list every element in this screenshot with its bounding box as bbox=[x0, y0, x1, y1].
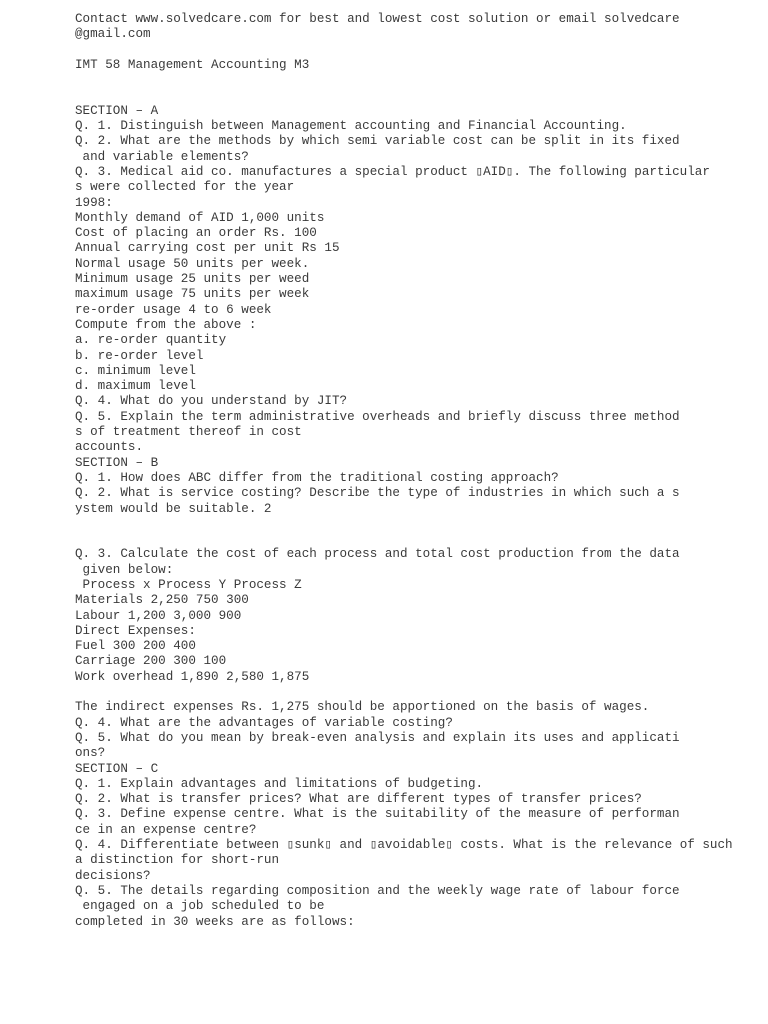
data-line: Compute from the above : bbox=[75, 317, 257, 332]
question-line: Q. 3. Medical aid co. manufactures a special product ▯AID▯. The following particular bbox=[75, 164, 710, 179]
question-line: engaged on a job scheduled to be bbox=[75, 899, 325, 914]
list-item: a. re-order quantity bbox=[75, 333, 227, 348]
table-row-line: Fuel 300 200 400 bbox=[75, 639, 196, 654]
data-line: Normal usage 50 units per week. bbox=[75, 256, 310, 271]
blank-line bbox=[75, 685, 745, 700]
question-line: ce in an expense centre? bbox=[75, 822, 257, 837]
question-line: The indirect expenses Rs. 1,275 should be apportioned on the basis of wages. bbox=[75, 700, 650, 715]
table-header-line: Process x Process Y Process Z bbox=[75, 577, 302, 592]
table-row-line: Materials 2,250 750 300 bbox=[75, 593, 249, 608]
question-line: s were collected for the year bbox=[75, 180, 295, 195]
question-line: accounts. bbox=[75, 440, 144, 455]
question-line: 1998: bbox=[75, 195, 113, 210]
question-line: Q. 4. What do you understand by JIT? bbox=[75, 394, 348, 409]
question-line: a distinction for short-run bbox=[75, 853, 280, 868]
question-line: Q. 5. What do you mean by break-even analysis and explain its uses and applicati bbox=[75, 730, 680, 745]
section-heading: SECTION – B bbox=[75, 455, 159, 470]
table-row-line: Carriage 200 300 100 bbox=[75, 654, 227, 669]
table-row-line: Labour 1,200 3,000 900 bbox=[75, 608, 242, 623]
blank-line bbox=[75, 43, 745, 58]
question-line: completed in 30 weeks are as follows: bbox=[75, 914, 355, 929]
question-line: Q. 5. The details regarding composition and the weekly wage rate of labour force bbox=[75, 883, 680, 898]
data-line: Annual carrying cost per unit Rs 15 bbox=[75, 241, 340, 256]
document-title: IMT 58 Management Accounting M3 bbox=[75, 57, 310, 72]
question-line: Q. 4. What are the advantages of variable costing? bbox=[75, 715, 453, 730]
document-body bbox=[75, 12, 745, 930]
contact-line: Contact www.solvedcare.com for best and lowest cost solution or email solvedcare bbox=[75, 12, 680, 26]
data-line: Cost of placing an order Rs. 100 bbox=[75, 226, 317, 241]
question-line: Q. 2. What is transfer prices? What are different types of transfer prices? bbox=[75, 792, 642, 807]
blank-line bbox=[75, 73, 745, 88]
list-item: b. re-order level bbox=[75, 348, 204, 363]
question-line: Q. 2. What are the methods by which semi variable cost can be split in its fixed bbox=[75, 134, 680, 149]
data-line: re-order usage 4 to 6 week bbox=[75, 302, 272, 317]
table-row-line: Work overhead 1,890 2,580 1,875 bbox=[75, 669, 310, 684]
list-item: c. minimum level bbox=[75, 363, 196, 378]
question-line: Q. 5. Explain the term administrative overheads and briefly discuss three method bbox=[75, 409, 680, 424]
question-line: Q. 1. Explain advantages and limitations of budgeting. bbox=[75, 776, 484, 791]
table-row-line: Direct Expenses: bbox=[75, 623, 196, 638]
data-line: Minimum usage 25 units per weed bbox=[75, 272, 310, 287]
contact-line: @gmail.com bbox=[75, 27, 151, 42]
question-line: ons? bbox=[75, 746, 106, 761]
section-heading: SECTION – C bbox=[75, 761, 159, 776]
list-item: d. maximum level bbox=[75, 379, 196, 394]
data-line: Monthly demand of AID 1,000 units bbox=[75, 210, 325, 225]
question-line: s of treatment thereof in cost bbox=[75, 425, 302, 440]
question-line: ystem would be suitable. 2 bbox=[75, 501, 272, 516]
question-line: Q. 4. Differentiate between ▯sunk▯ and ▯avoidable▯ costs. What is the relevance of such bbox=[75, 838, 733, 853]
question-line: Q. 3. Calculate the cost of each process and total cost production from the data bbox=[75, 547, 680, 562]
question-line: Q. 1. Distinguish between Management accounting and Financial Accounting. bbox=[75, 119, 627, 134]
question-line: and variable elements? bbox=[75, 149, 249, 164]
question-line: Q. 3. Define expense centre. What is the suitability of the measure of performan bbox=[75, 807, 680, 822]
blank-line bbox=[75, 88, 745, 103]
question-line: Q. 1. How does ABC differ from the traditional costing approach? bbox=[75, 470, 559, 485]
section-heading: SECTION – A bbox=[75, 103, 159, 118]
blank-line bbox=[75, 532, 745, 547]
question-line: decisions? bbox=[75, 868, 151, 883]
data-line: maximum usage 75 units per week bbox=[75, 287, 310, 302]
blank-line bbox=[75, 517, 745, 532]
question-line: Q. 2. What is service costing? Describe the type of industries in which such a s bbox=[75, 486, 680, 501]
question-line: given below: bbox=[75, 562, 174, 577]
